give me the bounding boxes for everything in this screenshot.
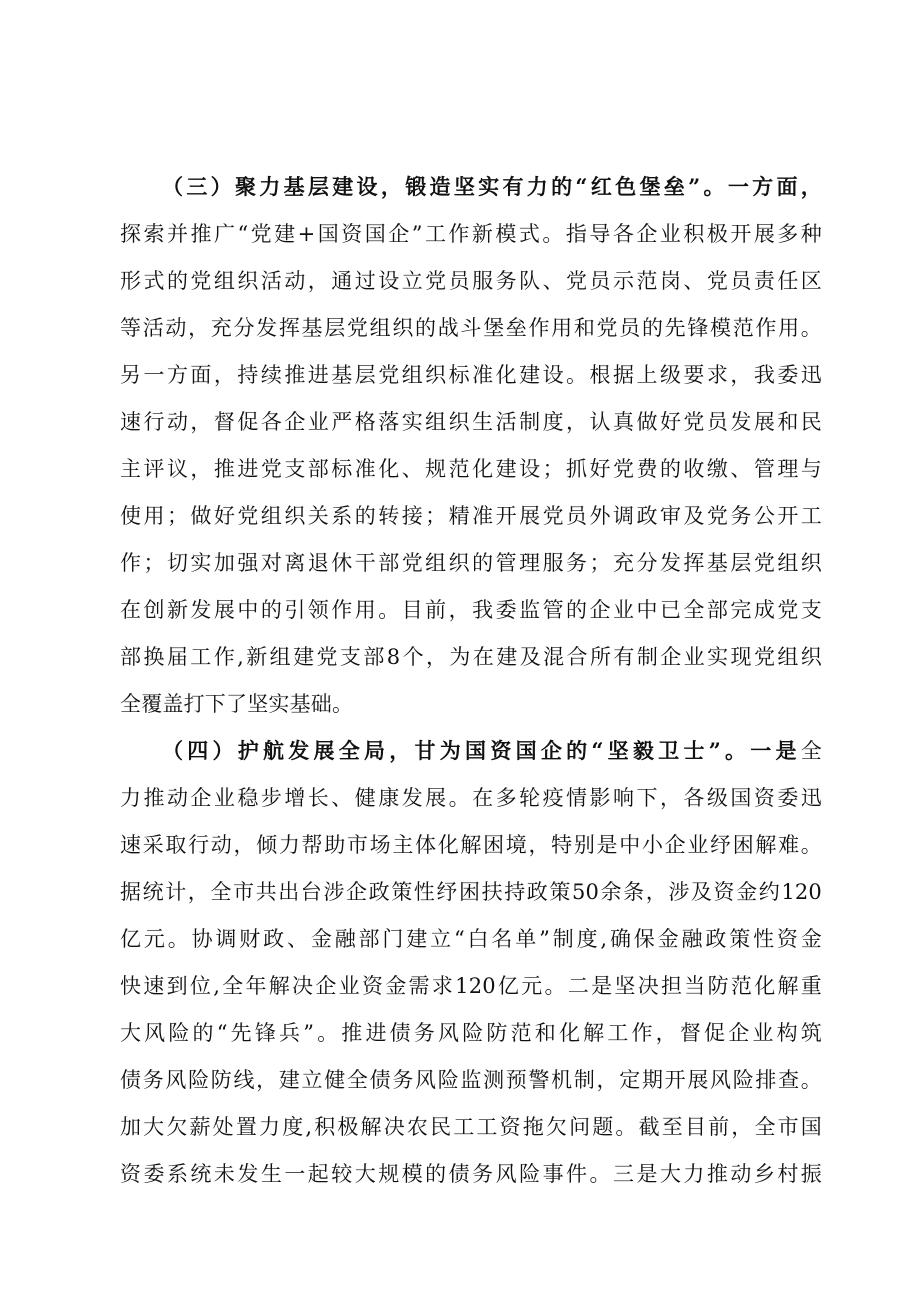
paragraph-line: 使用；做好党组织关系的转接；精准开展党员外调政审及党务公开工 bbox=[120, 504, 822, 528]
paragraph-line: 债务风险防线，建立健全债务风险监测预警机制，定期开展风险排查。 bbox=[120, 1068, 822, 1092]
paragraph-line: 速采取行动，倾力帮助市场主体化解困境，特别是中小企业纾困解难。 bbox=[120, 833, 822, 857]
paragraph-line: 另一方面，持续推进基层党组织标准化建设。根据上级要求，我委迅 bbox=[120, 363, 822, 387]
paragraph-line: 快速到位,全年解决企业资金需求120亿元。二是坚决担当防范化解重 bbox=[120, 974, 822, 998]
paragraph-line: 资委系统未发生一起较大规模的债务风险事件。三是大力推动乡村振 bbox=[120, 1162, 822, 1186]
paragraph-line: 亿元。协调财政、金融部门建立“白名单”制度,确保金融政策性资金 bbox=[120, 927, 822, 951]
paragraph-line: 据统计，全市共出台涉企政策性纾困扶持政策50余条，涉及资金约120 bbox=[120, 880, 822, 904]
paragraph-line: 力推动企业稳步增长、健康发展。在多轮疫情影响下，各级国资委迅 bbox=[120, 786, 822, 810]
paragraph-line: 探索并推广“党建+国资国企”工作新模式。指导各企业积极开展多种 bbox=[120, 222, 822, 246]
paragraph-line: 部换届工作,新组建党支部8个，为在建及混合所有制企业实现党组织 bbox=[120, 645, 822, 669]
paragraph-line: 作；切实加强对离退休干部党组织的管理服务；充分发挥基层党组织 bbox=[120, 551, 822, 575]
section-three-heading: （三）聚力基层建设，锻造坚实有力的“红色堡垒”。一方面， bbox=[162, 174, 822, 199]
paragraph-line: 加大欠薪处置力度,积极解决农民工工资拖欠问题。截至目前，全市国 bbox=[120, 1115, 822, 1139]
paragraph-line: 在创新发展中的引领作用。目前，我委监管的企业中已全部完成党支 bbox=[120, 598, 822, 622]
paragraph-line: 等活动，充分发挥基层党组织的战斗堡垒作用和党员的先锋模范作用。 bbox=[120, 316, 822, 340]
paragraph-line: 主评议，推进党支部标准化、规范化建设；抓好党费的收缴、管理与 bbox=[120, 457, 822, 481]
section-four-heading-line bbox=[162, 734, 822, 768]
section-four-heading: （四）护航发展全局，甘为国资国企的“坚毅卫士”。一是 bbox=[162, 738, 801, 763]
section-four-heading-tail: 全 bbox=[800, 739, 822, 763]
paragraph-line: 大风险的“先锋兵”。推进债务风险防范和化解工作，督促企业构筑 bbox=[120, 1021, 822, 1045]
paragraph-line: 速行动，督促各企业严格落实组织生活制度，认真做好党员发展和民 bbox=[120, 410, 822, 434]
paragraph-line: 全覆盖打下了坚实基础。 bbox=[120, 692, 354, 716]
paragraph-line: 形式的党组织活动，通过设立党员服务队、党员示范岗、党员责任区 bbox=[120, 269, 822, 293]
